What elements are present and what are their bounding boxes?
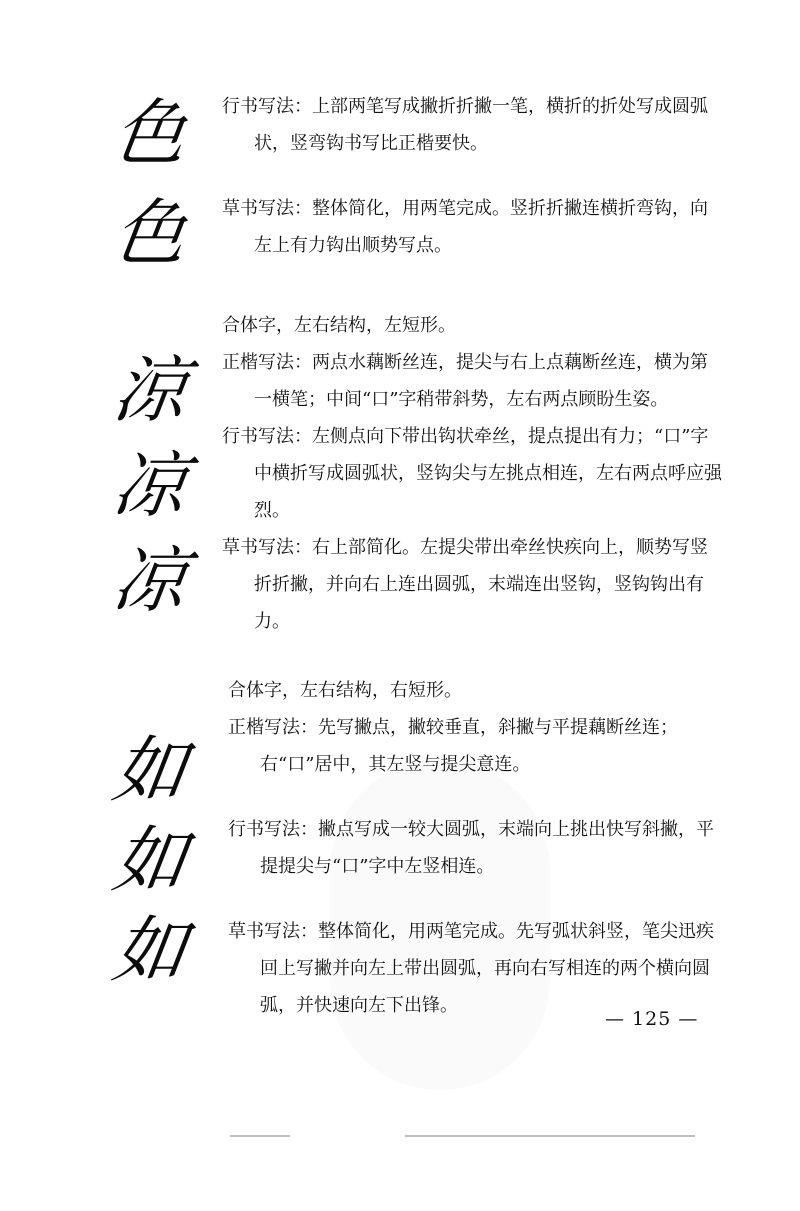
calligraphy-glyph-caoshu: 凉	[108, 538, 192, 622]
scan-artifact-line	[230, 1135, 290, 1137]
paragraph: 行书写法：左侧点向下带出钩状牵丝，提点提出有力；“口”字中横折写成圆弧状，竖钩尖与左挑点相连，左右两点呼应强烈。	[222, 426, 722, 521]
calligraphy-glyph-caoshu: 色	[108, 191, 192, 275]
calligraphy-glyph-caoshu: 如	[108, 908, 192, 992]
paragraph: 草书写法：整体简化，用两笔完成。竖折折撇连横折弯钩，向左上有力钩出顺势写点。	[222, 198, 708, 256]
description	[222, 88, 722, 264]
paragraph: 合体字，左右结构，右短形。	[228, 680, 462, 701]
page-number: — 125 —	[605, 1008, 699, 1030]
calligraphy-glyph-zhengkai: 如	[108, 728, 192, 812]
paragraph: 正楷写法：两点水藕断丝连，提尖与右上点藕断丝连，横为第一横笔；中间“口”字稍带斜势，左右两点顾盼生姿。	[222, 352, 708, 410]
calligraphy-glyph-xingshu: 色	[108, 91, 192, 175]
paragraph: 合体字，左右结构，左短形。	[222, 315, 456, 336]
description	[222, 307, 722, 640]
calligraphy-column	[100, 725, 200, 1005]
calligraphy-glyph-xingshu: 如	[108, 818, 192, 902]
paragraph: 草书写法：右上部简化。左提尖带出牵丝快疾向上，顺势写竖折折撇，并向右上连出圆弧，末端连出竖钩，竖钩钩出有力。	[222, 537, 708, 632]
paragraph: 草书写法：整体简化，用两笔完成。先写弧状斜竖，笔尖迅疾回上写撇并向左上带出圆弧，再向右写相连的两个横向圆弧，并快速向左下出锋。	[228, 921, 714, 1016]
paragraph: 正楷写法：先写撇点，撇较垂直，斜撇与平提藕断丝连；右“口”居中，其左竖与提尖意连。	[228, 717, 678, 775]
description	[228, 672, 728, 1024]
paragraph: 行书写法：上部两笔写成撇折折撇一笔，横折的折处写成圆弧状，竖弯钩书写比正楷要快。	[222, 96, 708, 154]
calligraphy-column	[100, 345, 200, 625]
calligraphy-glyph-zhengkai: 涼	[108, 348, 192, 432]
scan-artifact-line	[405, 1135, 695, 1137]
paragraph: 行书写法：撇点写成一较大圆弧，末端向上挑出快写斜撇，平提提尖与“口”字中左竖相连。	[228, 819, 714, 877]
calligraphy-glyph-xingshu: 凉	[108, 443, 192, 527]
calligraphy-column	[100, 88, 200, 288]
